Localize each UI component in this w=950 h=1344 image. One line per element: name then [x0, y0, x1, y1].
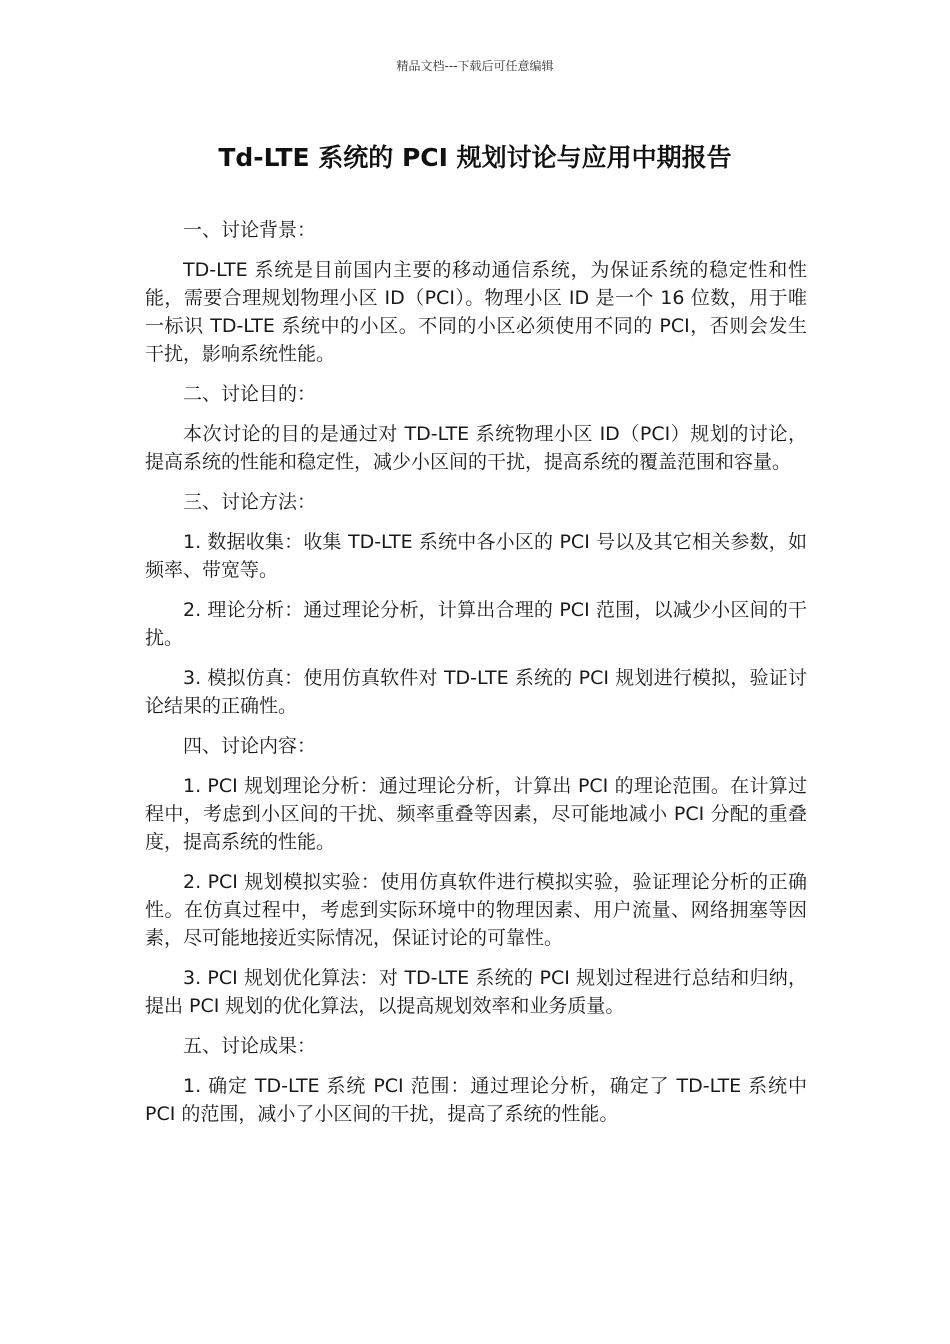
document-title: Td-LTE 系统的 PCI 规划讨论与应用中期报告	[218, 143, 732, 172]
paragraph-content-2: 2. PCI 规划模拟实验：使用仿真软件进行模拟实验，验证理论分析的正确性。在仿真过程中，考虑到实际环境中的物理因素、用户流量、网络拥塞等因素，尽可能地接近实际情况，保证讨论的可靠性。	[145, 871, 807, 949]
section-heading-purpose: 二、讨论目的：	[183, 383, 317, 405]
page-header-note: 精品文档---下载后可任意编辑	[396, 59, 554, 73]
paragraph-purpose: 本次讨论的目的是通过对 TD-LTE 系统物理小区 ID（PCI）规划的讨论，提高系统的性能和稳定性，减少小区间的干扰，提高系统的覆盖范围和容量。	[145, 423, 807, 473]
section-heading-method: 三、讨论方法：	[183, 491, 317, 513]
paragraph-method-1: 1. 数据收集：收集 TD-LTE 系统中各小区的 PCI 号以及其它相关参数，如频率、带宽等。	[145, 531, 807, 581]
section-heading-results: 五、讨论成果：	[183, 1035, 317, 1057]
paragraph-content-3: 3. PCI 规划优化算法：对 TD-LTE 系统的 PCI 规划过程进行总结和归纳，提出 PCI 规划的优化算法，以提高规划效率和业务质量。	[145, 967, 807, 1017]
paragraph-method-3: 3. 模拟仿真：使用仿真软件对 TD-LTE 系统的 PCI 规划进行模拟，验证讨论结果的正确性。	[145, 667, 807, 717]
paragraph-content-1: 1. PCI 规划理论分析：通过理论分析，计算出 PCI 的理论范围。在计算过程中，考虑到小区间的干扰、频率重叠等因素，尽可能地减小 PCI 分配的重叠度，提高系统的性能。	[145, 775, 807, 853]
section-heading-content: 四、讨论内容：	[183, 735, 317, 757]
paragraph-method-2: 2. 理论分析：通过理论分析，计算出合理的 PCI 范围，以减少小区间的干扰。	[145, 599, 807, 649]
document-body	[145, 216, 807, 1140]
paragraph-background: TD-LTE 系统是目前国内主要的移动通信系统，为保证系统的稳定性和性能，需要合理规划物理小区 ID（PCI）。物理小区 ID 是一个 16 位数，用于唯一标识 TD-LTE 系统中的小区。不同的小区必须使用不同的 PCI，否则会发生干扰，影响系统性能。	[145, 259, 807, 365]
section-heading-background: 一、讨论背景：	[183, 219, 317, 241]
paragraph-results-1: 1. 确定 TD-LTE 系统 PCI 范围：通过理论分析，确定了 TD-LTE 系统中 PCI 的范围，减小了小区间的干扰，提高了系统的性能。	[145, 1075, 807, 1125]
